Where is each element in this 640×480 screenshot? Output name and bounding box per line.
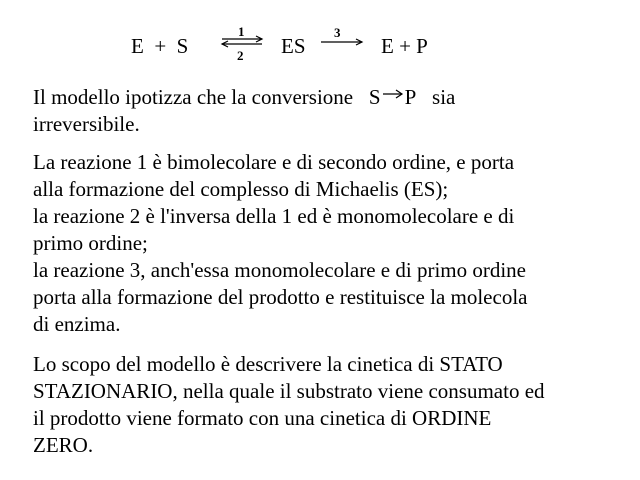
reactants: E + S: [131, 34, 189, 58]
equilibrium-arrows-icon: [222, 36, 262, 47]
paragraph-line: [33, 84, 633, 111]
product-symbol: P: [404, 85, 417, 109]
hypothesis-end: sia: [432, 85, 456, 109]
substrate-symbol: S: [368, 85, 381, 109]
paragraph-model-hypothesis: [33, 84, 633, 138]
paragraph-line: la reazione 2 è l'inversa della 1 ed è monomolecolare e di: [33, 204, 515, 228]
irreversible-arrow-icon: [321, 39, 362, 45]
paragraph-model-scope: [33, 351, 633, 459]
paragraph-line: alla formazione del complesso di Michaelis (ES);: [33, 177, 449, 201]
paragraph-line: La reazione 1 è bimolecolare e di secondo ordine, e porta: [33, 150, 515, 174]
enzyme-substrate-complex: ES: [281, 34, 306, 58]
paragraph-reactions: [33, 149, 633, 338]
conversion-arrow-icon: [382, 88, 404, 100]
paragraph-line: ZERO.: [33, 433, 94, 457]
step-3-label: 3: [334, 25, 341, 40]
hypothesis-text: Il modello ipotizza che la conversione: [33, 85, 354, 109]
step-2-label: 2: [237, 48, 244, 63]
step-1-label: 1: [238, 24, 245, 39]
paragraph-line: Lo scopo del modello è descrivere la cinetica di STATO: [33, 352, 503, 376]
paragraph-line: la reazione 3, anch'essa monomolecolare e di primo ordine: [33, 258, 527, 282]
reaction-arrows: [0, 0, 640, 80]
products: E + P: [381, 34, 428, 58]
paragraph-line: porta alla formazione del prodotto e restituisce la molecola: [33, 285, 528, 309]
paragraph-line: irreversibile.: [33, 112, 140, 136]
paragraph-line: primo ordine;: [33, 231, 148, 255]
paragraph-line: di enzima.: [33, 312, 121, 336]
paragraph-line: STAZIONARIO, nella quale il substrato viene consumato ed: [33, 379, 545, 403]
paragraph-line: il prodotto viene formato con una cinetica di ORDINE: [33, 406, 492, 430]
